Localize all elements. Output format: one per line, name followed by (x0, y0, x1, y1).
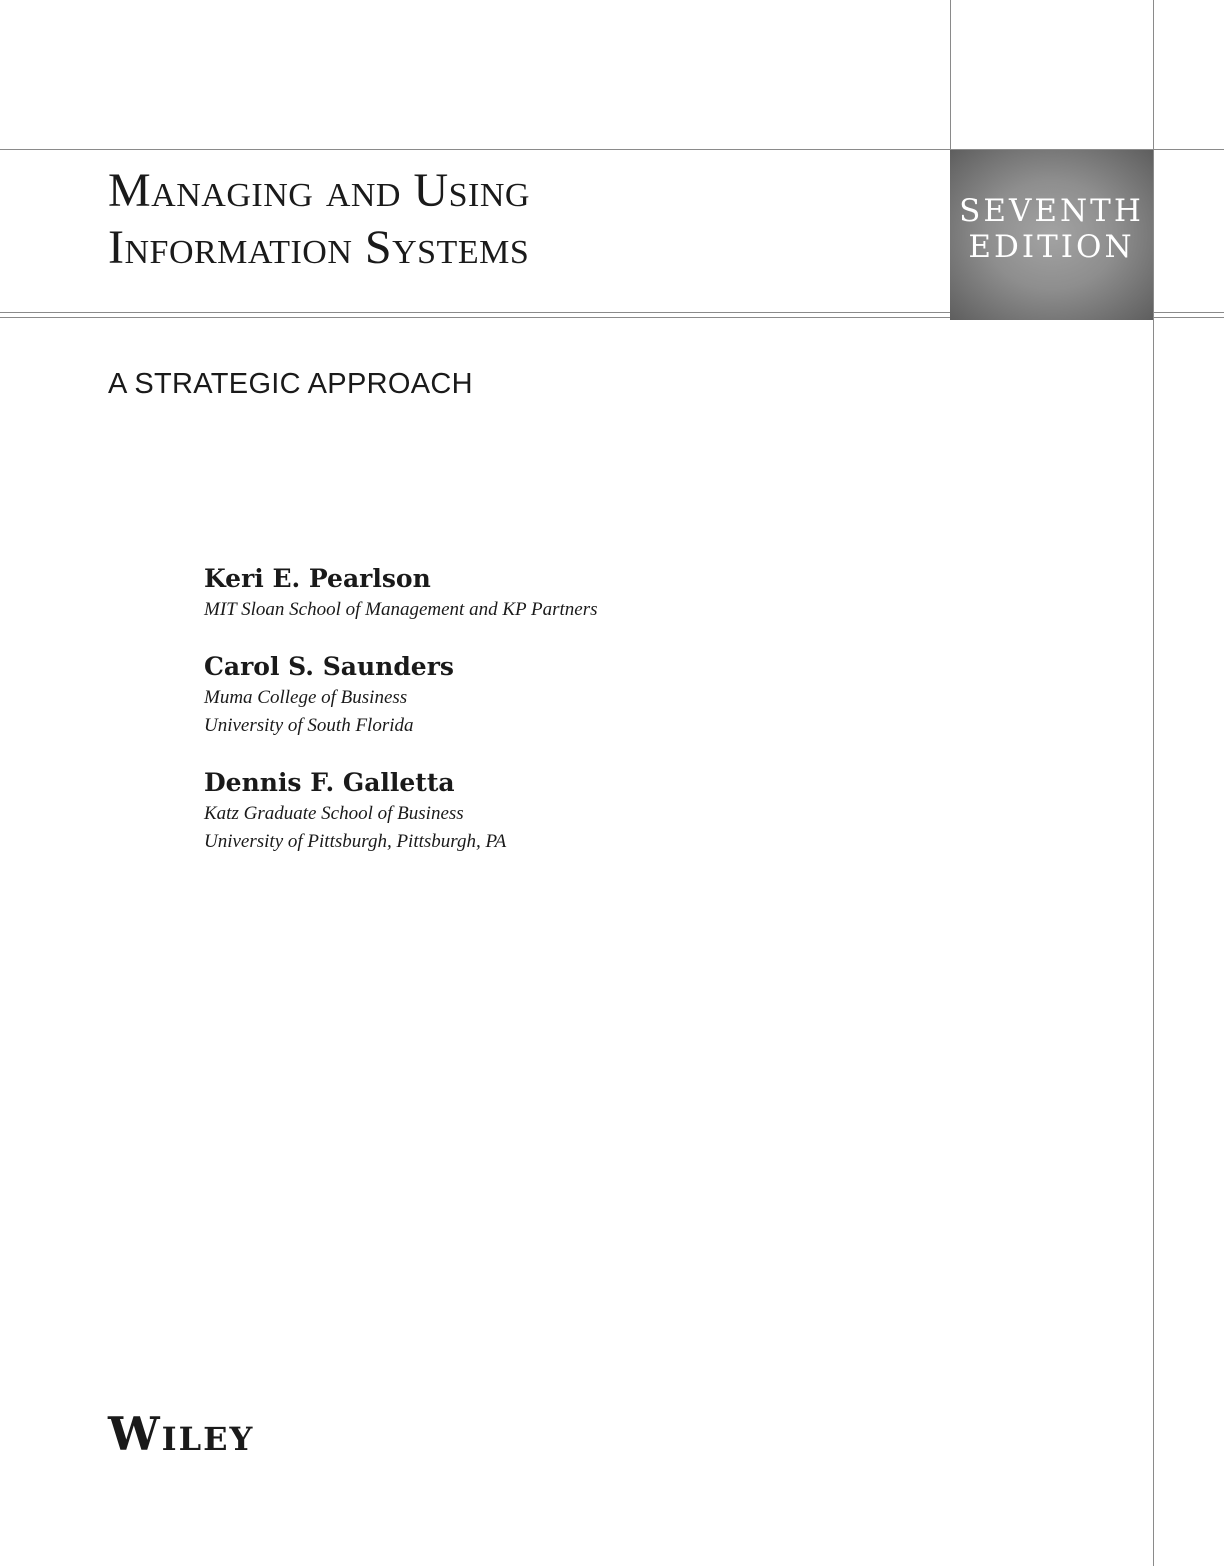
author-affiliation: Muma College of Business (204, 687, 408, 708)
vertical-rule-left (950, 0, 951, 150)
author-name: Carol S. Saunders (204, 652, 454, 681)
book-title (108, 162, 530, 276)
author-name: Dennis F. Galletta (204, 768, 455, 797)
author-affiliation: MIT Sloan School of Management and KP Partners (204, 599, 598, 620)
edition-line-2: EDITION (968, 229, 1135, 265)
book-title-line-2: Information Systems (108, 221, 530, 274)
author-affiliation: University of South Florida (204, 715, 414, 736)
edition-badge (950, 150, 1153, 320)
author-name: Keri E. Pearlson (204, 564, 431, 593)
author-affiliation: Katz Graduate School of Business (204, 803, 464, 824)
edition-line-1: SEVENTH (959, 193, 1144, 229)
author-entry (204, 562, 904, 624)
author-affiliation: University of Pittsburgh, Pittsburgh, PA (204, 831, 507, 852)
publisher-logo: Wiley (108, 1407, 255, 1461)
vertical-rule-right (1153, 0, 1154, 1566)
book-title-line-1: Managing and Using (108, 164, 530, 217)
author-list (204, 562, 904, 882)
author-entry (204, 766, 904, 856)
author-entry (204, 650, 904, 740)
book-subtitle: A STRATEGIC APPROACH (108, 368, 473, 400)
